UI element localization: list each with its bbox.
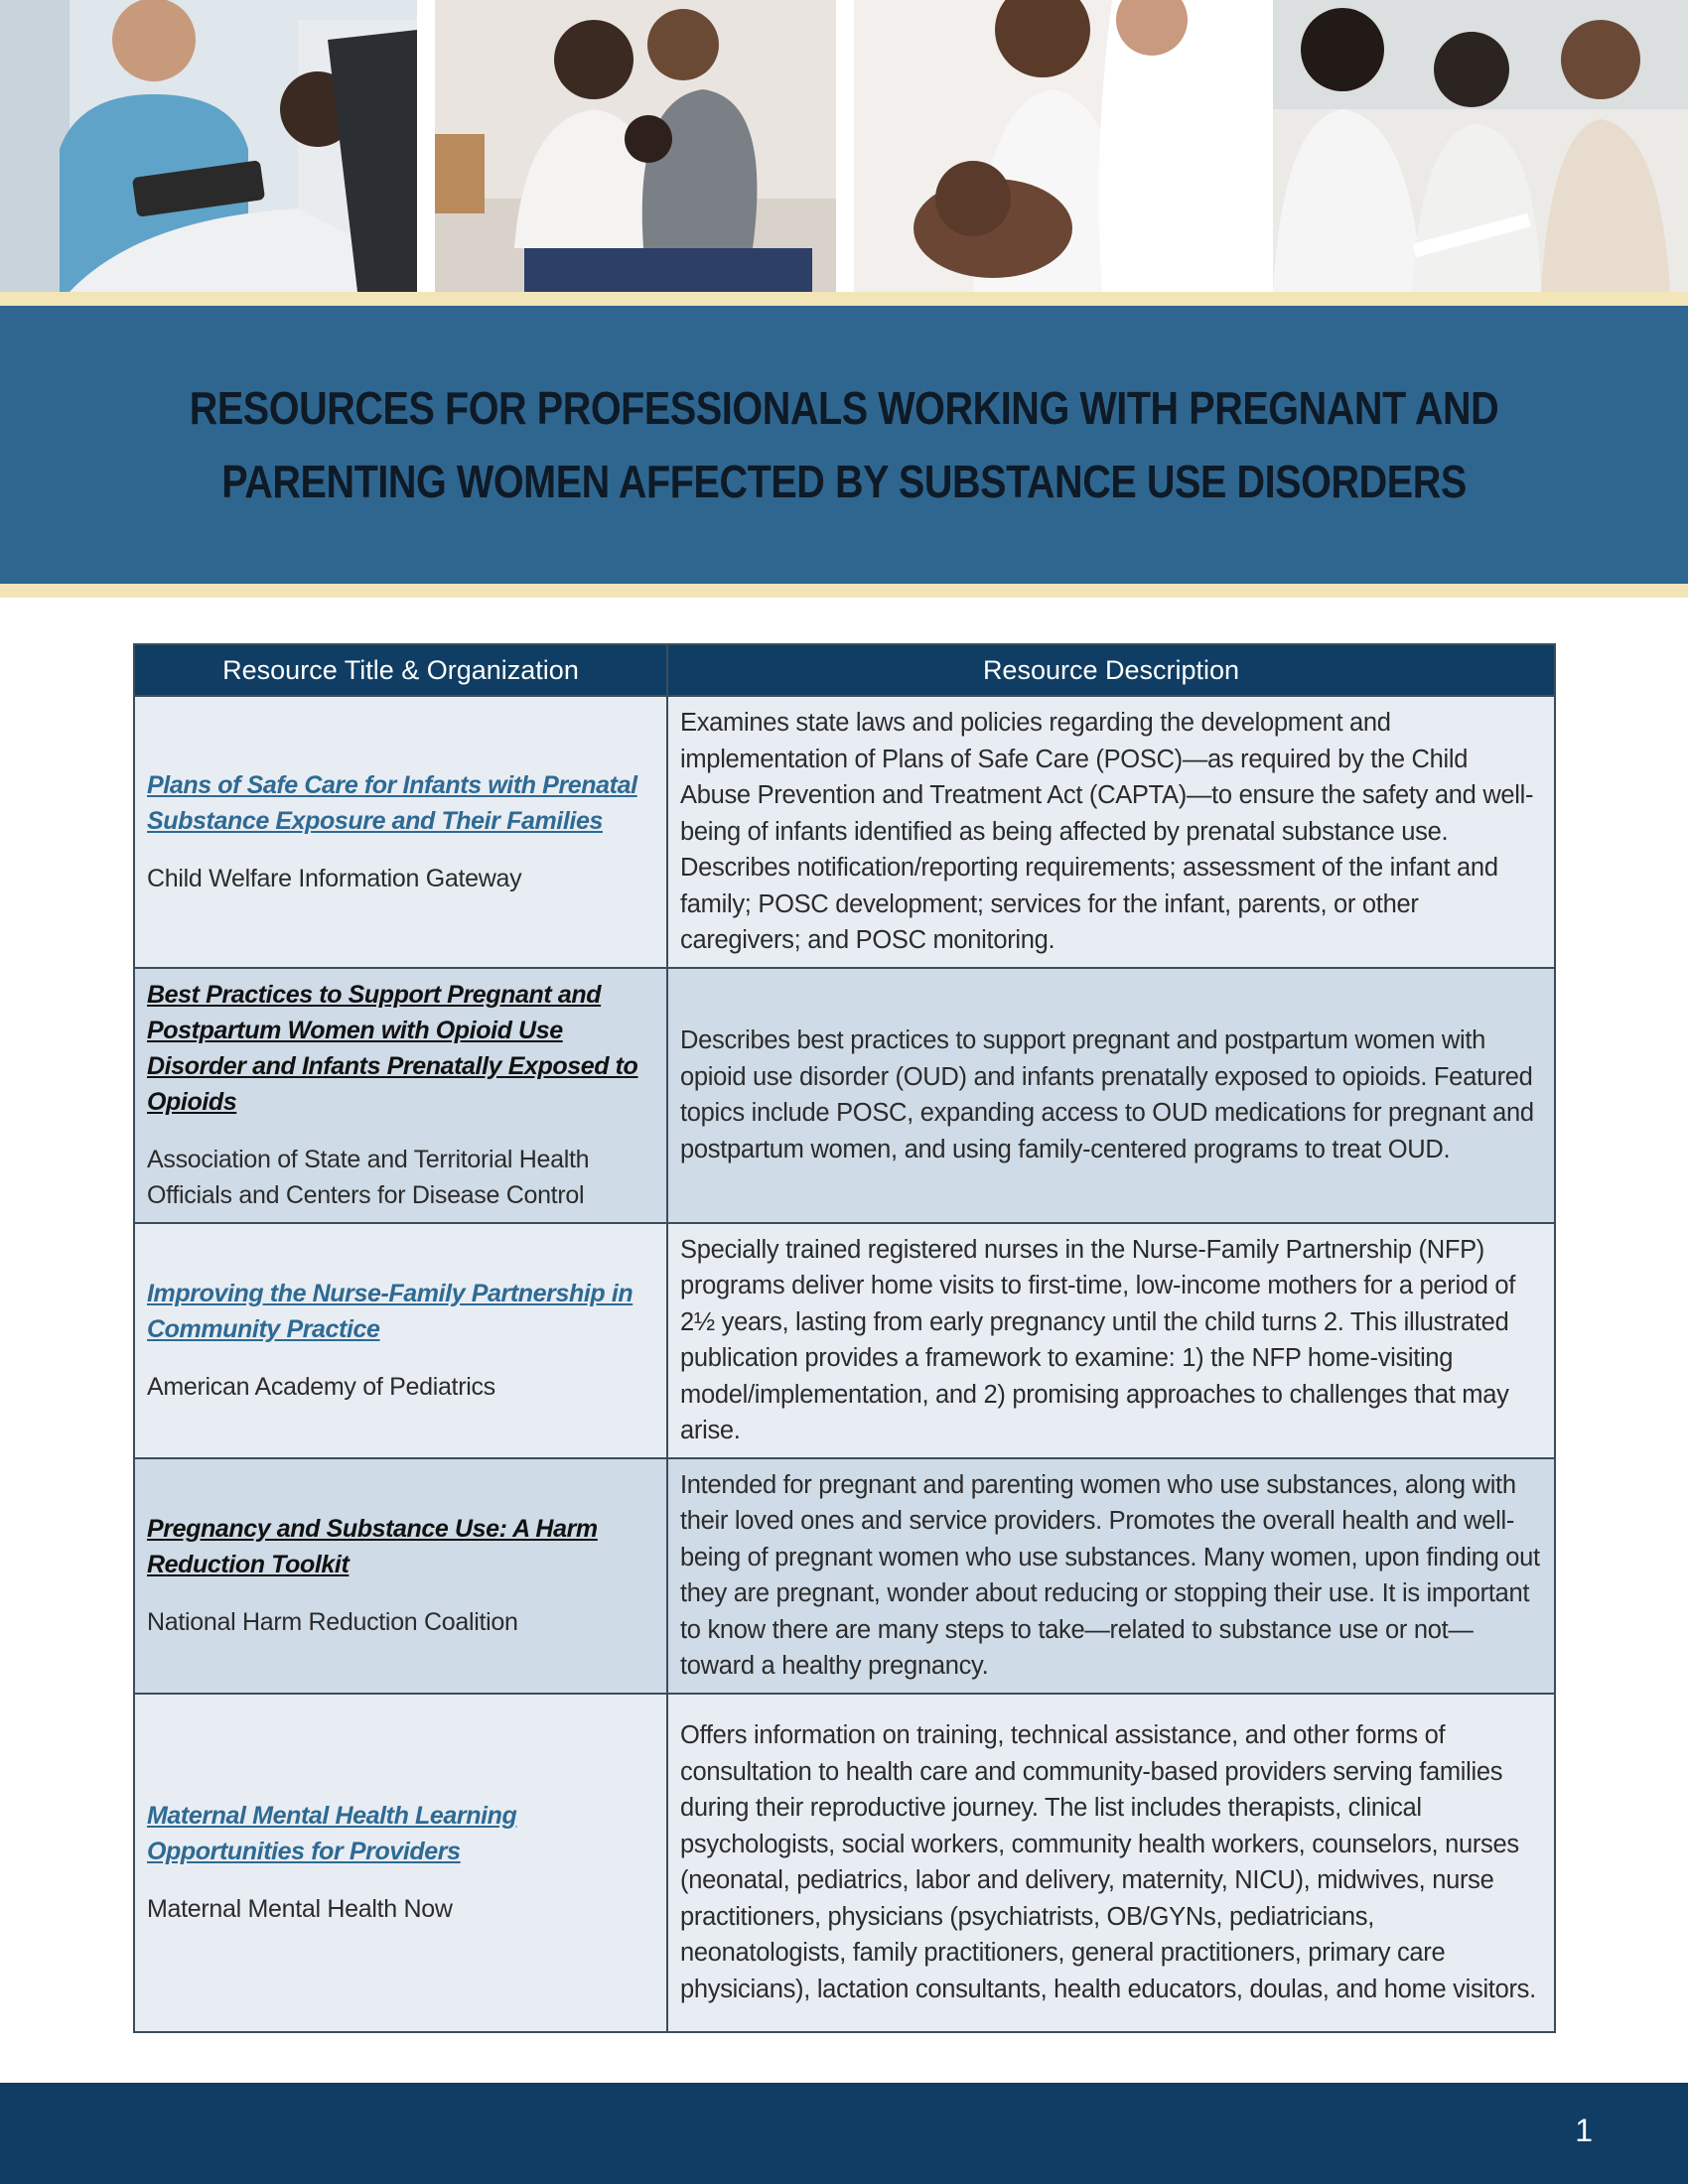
page-title-line-1: RESOURCES FOR PROFESSIONALS WORKING WITH PREGNANT AND — [189, 382, 1499, 434]
column-header-description: Resource Description — [667, 644, 1555, 696]
table-row — [134, 1458, 1555, 1694]
banner-bottom-stripe — [0, 584, 1688, 598]
resource-cell — [134, 696, 667, 968]
table-row — [134, 1223, 1555, 1458]
photo-counseling-session — [1273, 0, 1688, 292]
resource-description: Describes best practices to support pregnant and postpartum women with opioid use disorder (OUD) and infants prenatally exposed to opioids. Featured topics include POSC, expanding access to OUD medications for pregnant and postpartum women, and using family-centered programs to treat OUD. — [667, 968, 1555, 1223]
resource-cell — [134, 968, 667, 1223]
resource-organization: Child Welfare Information Gateway — [147, 864, 522, 892]
photo-doctor-with-patient — [0, 0, 417, 292]
table-header-row — [134, 644, 1555, 696]
resource-cell — [134, 1223, 667, 1458]
resource-title-link[interactable]: Pregnancy and Substance Use: A Harm Reduction Toolkit — [147, 1515, 598, 1578]
resource-organization: American Academy of Pediatrics — [147, 1373, 495, 1401]
header-photo-strip — [0, 0, 1688, 292]
resource-cell — [134, 1694, 667, 2032]
photo-family-on-bed — [435, 0, 836, 292]
resource-organization: National Harm Reduction Coalition — [147, 1608, 518, 1636]
banner-top-stripe — [0, 292, 1688, 306]
page-footer — [0, 2083, 1688, 2184]
resource-cell — [134, 1458, 667, 1694]
page-title-line-2: PARENTING WOMEN AFFECTED BY SUBSTANCE USE DISORDERS — [221, 456, 1467, 507]
page-title — [178, 371, 1510, 518]
column-header-title: Resource Title & Organization — [134, 644, 667, 696]
resource-description: Offers information on training, technical assistance, and other forms of consultation to health care and community-based providers serving families during their reproductive journey. The list includes therapists, clinical psychologists, social workers, community health workers, counselors, nurses (neonatal, pediatrics, labor and delivery, maternity, NICU), midwives, nurse practitioners, physicians (psychiatrists, OB/GYNs, pediatricians, neonatologists, family practitioners, general practitioners, primary care physicians), lactation consultants, health educators, doulas, and home visitors. — [667, 1694, 1555, 2032]
page-number: 1 — [1575, 2113, 1593, 2148]
table-row — [134, 696, 1555, 968]
table-row — [134, 968, 1555, 1223]
resource-title-link[interactable]: Improving the Nurse-Family Partnership in Community Practice — [147, 1280, 633, 1343]
photo-doctor-examining-baby — [854, 0, 1255, 292]
resource-title-link[interactable]: Plans of Safe Care for Infants with Prenatal Substance Exposure and Their Families — [147, 770, 637, 835]
resource-title-link[interactable]: Maternal Mental Health Learning Opportunities for Providers — [147, 1802, 517, 1865]
resource-description: Intended for pregnant and parenting women who use substances, along with their loved ones and service providers. Promotes the overall health and well-being of pregnant women who use substances. Many women, upon finding out they are pregnant, wonder about reducing or stopping their use. It is important to know there are many steps to take—related to substance use or not—toward a healthy pregnancy. — [667, 1458, 1555, 1694]
resource-title-link[interactable]: Best Practices to Support Pregnant and Postpartum Women with Opioid Use Disorder and Infants Prenatally Exposed to Opioids — [147, 981, 638, 1116]
resource-organization: Association of State and Territorial Health Officials and Centers for Disease Control — [147, 1146, 590, 1209]
resources-table — [133, 643, 1556, 2033]
table-row — [134, 1694, 1555, 2032]
resource-description: Specially trained registered nurses in the Nurse-Family Partnership (NFP) programs deliver home visits to first-time, low-income mothers for a period of 2½ years, lasting from early pregnancy until the child turns 2. This illustrated publication provides a framework to examine: 1) the NFP home-visiting model/implementation, and 2) promising approaches to challenges that may arise. — [667, 1223, 1555, 1458]
title-banner — [0, 306, 1688, 584]
resource-description: Examines state laws and policies regarding the development and implementation of Plans of Safe Care (POSC)—as required by the Child Abuse Prevention and Treatment Act (CAPTA)—to ensure the safety and well-being of infants identified as being affected by prenatal substance use. Describes notification/reporting requirements; assessment of the infant and family; POSC development; services for the infant, parents, or other caregivers; and POSC monitoring. — [667, 696, 1555, 968]
resource-organization: Maternal Mental Health Now — [147, 1895, 453, 1923]
